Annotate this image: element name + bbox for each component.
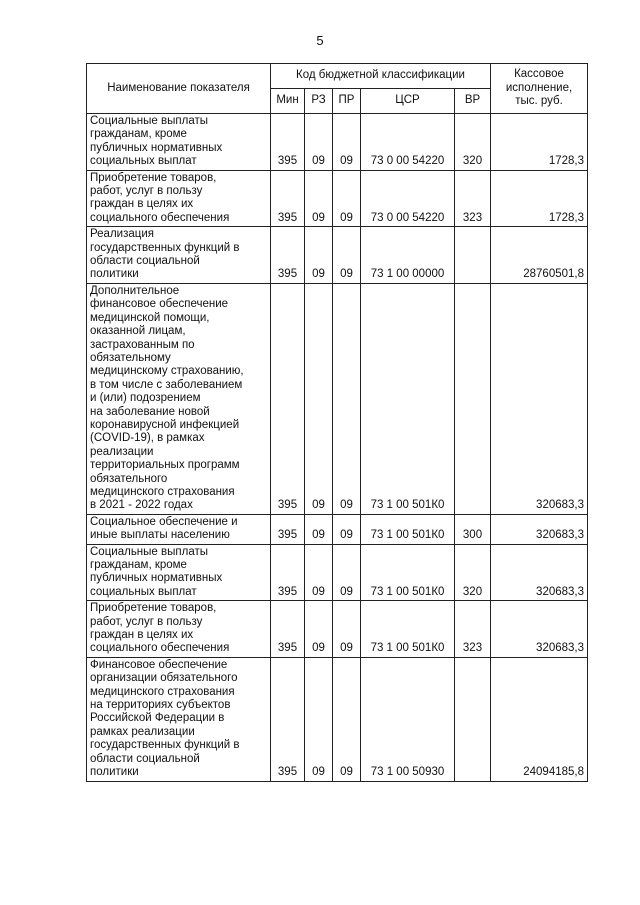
row-name-cell — [87, 283, 271, 514]
row-amount: 1728,3 — [491, 170, 588, 227]
table-row — [87, 227, 588, 284]
row-pr: 09 — [333, 227, 361, 284]
row-name-cell — [87, 601, 271, 658]
table-row — [87, 114, 588, 171]
row-csr: 73 1 00 501К0 — [361, 514, 455, 544]
row-csr: 73 1 00 00000 — [361, 227, 455, 284]
row-vr: 323 — [455, 601, 491, 658]
table-row — [87, 514, 588, 544]
row-name-cell — [87, 170, 271, 227]
row-rz: 09 — [305, 114, 333, 171]
table-row — [87, 657, 588, 781]
row-vr: 300 — [455, 514, 491, 544]
row-vr: 323 — [455, 170, 491, 227]
row-vr: 320 — [455, 544, 491, 601]
row-amount: 320683,3 — [491, 544, 588, 601]
page-number: 5 — [316, 33, 324, 48]
row-csr: 73 1 00 501К0 — [361, 544, 455, 601]
row-name: Финансовое обеспечение организации обязательного медицинского страхования на территориях субъектов Российской Федерации в рамках реализации государственных функций в области социальной политики — [90, 658, 240, 779]
row-pr: 09 — [333, 170, 361, 227]
table-row — [87, 601, 588, 658]
row-amount: 320683,3 — [491, 601, 588, 658]
row-amount: 320683,3 — [491, 514, 588, 544]
header-classification: Код бюджетной классификации — [271, 64, 491, 89]
row-min: 395 — [271, 170, 305, 227]
row-min: 395 — [271, 114, 305, 171]
row-vr — [455, 283, 491, 514]
row-pr: 09 — [333, 657, 361, 781]
row-rz: 09 — [305, 170, 333, 227]
budget-table — [86, 63, 588, 782]
table-row — [87, 170, 588, 227]
row-rz: 09 — [305, 601, 333, 658]
row-vr — [455, 227, 491, 284]
row-amount: 1728,3 — [491, 114, 588, 171]
row-name-cell — [87, 514, 271, 544]
row-name-cell — [87, 544, 271, 601]
row-csr: 73 1 00 501К0 — [361, 283, 455, 514]
header-rz: РЗ — [305, 89, 333, 114]
row-rz: 09 — [305, 544, 333, 601]
row-pr: 09 — [333, 601, 361, 658]
header-pr: ПР — [333, 89, 361, 114]
row-min: 395 — [271, 657, 305, 781]
row-min: 395 — [271, 514, 305, 544]
row-amount: 24094185,8 — [491, 657, 588, 781]
row-pr: 09 — [333, 283, 361, 514]
row-csr: 73 1 00 501К0 — [361, 601, 455, 658]
row-csr: 73 0 00 54220 — [361, 114, 455, 171]
row-amount: 28760501,8 — [491, 227, 588, 284]
row-min: 395 — [271, 227, 305, 284]
row-name: Реализация государственных функций в области социальной политики — [90, 228, 240, 281]
row-min: 395 — [271, 544, 305, 601]
row-pr: 09 — [333, 514, 361, 544]
header-name: Наименование показателя — [87, 64, 271, 114]
row-name: Социальные выплаты гражданам, кроме публичных нормативных социальных выплат — [90, 545, 223, 598]
row-name-cell — [87, 657, 271, 781]
row-name-cell — [87, 114, 271, 171]
row-name: Дополнительное финансовое обеспечение медицинской помощи, оказанной лицам, застрахованным по обязательному медицинскому страхованию, в том числе с заболеванием и (или) подозрением на заболевание новой коронавирусной инфекцией (COVID-19), в рамках реализации территориальных программ обязательного медицинского страхования в 2021 - 2022 годах — [90, 284, 244, 512]
row-vr — [455, 657, 491, 781]
row-min: 395 — [271, 283, 305, 514]
row-pr: 09 — [333, 114, 361, 171]
row-name-cell — [87, 227, 271, 284]
row-rz: 09 — [305, 514, 333, 544]
header-csr: ЦСР — [361, 89, 455, 114]
row-csr: 73 0 00 54220 — [361, 170, 455, 227]
row-vr: 320 — [455, 114, 491, 171]
row-rz: 09 — [305, 283, 333, 514]
row-csr: 73 1 00 50930 — [361, 657, 455, 781]
header-vr: ВР — [455, 89, 491, 114]
row-min: 395 — [271, 601, 305, 658]
row-name: Приобретение товаров, работ, услуг в пользу граждан в целях их социального обеспечения — [90, 171, 230, 224]
row-name: Социальное обеспечение и иные выплаты населению — [90, 515, 238, 542]
table-row — [87, 283, 588, 514]
row-name: Приобретение товаров, работ, услуг в пользу граждан в целях их социального обеспечения — [90, 602, 230, 655]
header-amount: Кассовое исполнение, тыс. руб. — [491, 64, 588, 114]
row-rz: 09 — [305, 227, 333, 284]
row-rz: 09 — [305, 657, 333, 781]
row-pr: 09 — [333, 544, 361, 601]
row-amount: 320683,3 — [491, 283, 588, 514]
table-row — [87, 544, 588, 601]
header-min: Мин — [271, 89, 305, 114]
row-name: Социальные выплаты гражданам, кроме публичных нормативных социальных выплат — [90, 115, 223, 168]
